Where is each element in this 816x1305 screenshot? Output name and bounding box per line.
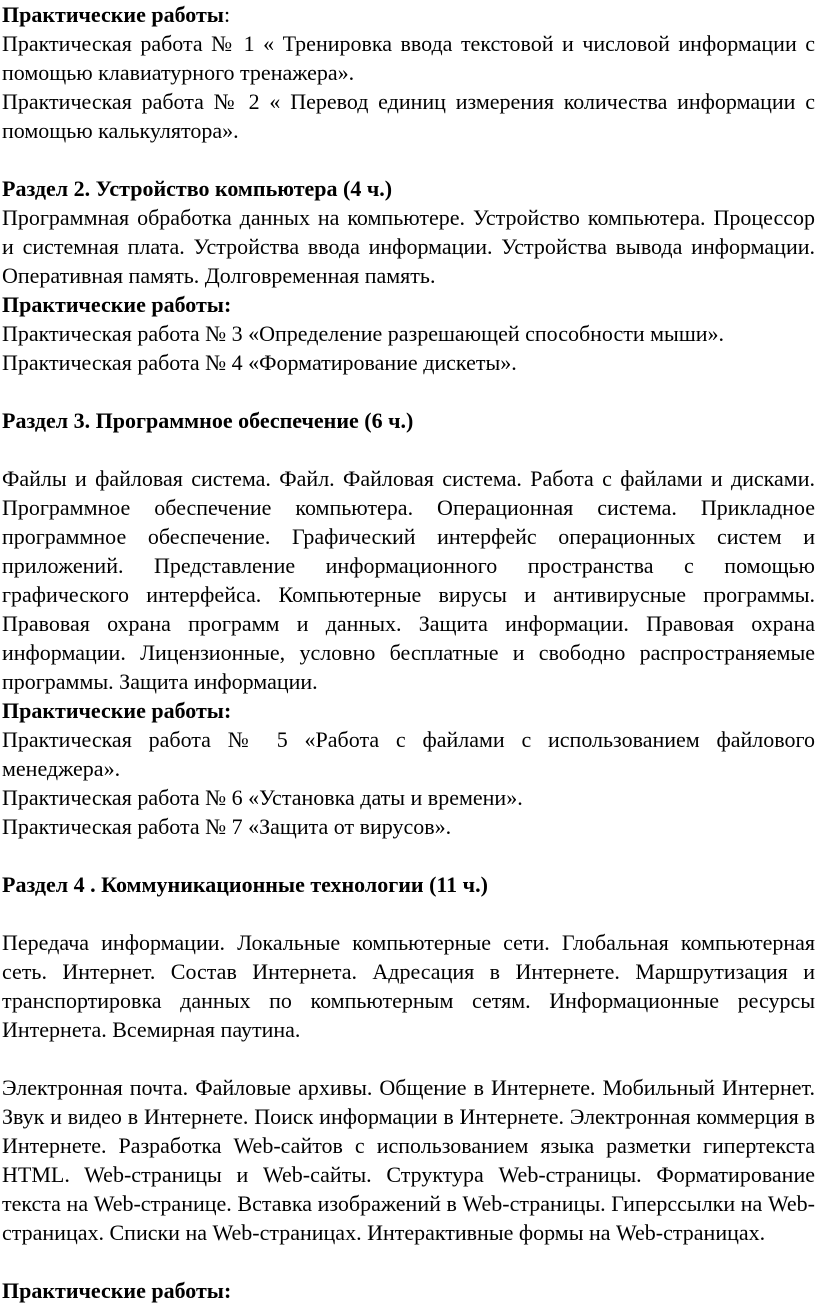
section-2-body: Программная обработка данных на компьютере. Устройство компьютера. Процессор и системная плата. Устройства ввода информации. Устройства вывода информации. Оперативная память. Долговременная память. bbox=[2, 205, 815, 288]
spacer bbox=[2, 841, 815, 870]
practice-heading-1-colon: : bbox=[223, 2, 231, 27]
practice-item-2: Практическая работа № 2 « Перевод единиц измерения количества информации с помощью калькулятора». bbox=[2, 89, 815, 143]
practice-item-4: Практическая работа № 4 «Форматирование дискеты». bbox=[2, 350, 517, 375]
practice-item-7: Практическая работа № 7 «Защита от вирусов». bbox=[2, 814, 452, 839]
section-2-title: Раздел 2. Устройство компьютера (4 ч.) bbox=[2, 176, 393, 201]
practice-heading-4: Практические работы: bbox=[2, 1278, 232, 1303]
section-4-body-2: Электронная почта. Файловые архивы. Общение в Интернете. Мобильный Интернет. Звук и видео в Интернете. Поиск информации в Интернете. Электронная коммерция в Интернете. Разработка Web-сайтов с использованием языка разметки гипертекста HTML. Web-страницы и Web-сайты. Структура Web-страницы. Форматирование текста на Web-странице. Вставка изображений в Web-страницы. Гиперссылки на Web-страницах. Списки на Web-страницах. Интерактивные формы на Web-страницах. bbox=[2, 1075, 815, 1245]
practice-item-6: Практическая работа № 6 «Установка даты и времени». bbox=[2, 785, 523, 810]
spacer bbox=[2, 899, 815, 928]
section-3-title: Раздел 3. Программное обеспечение (6 ч.) bbox=[2, 408, 414, 433]
practice-item-3: Практическая работа № 3 «Определение разрешающей способности мыши». bbox=[2, 321, 725, 346]
section-3-body: Файлы и файловая система. Файл. Файловая система. Работа с файлами и дисками. Программное обеспечение компьютера. Операционная система. Прикладное программное обеспечение. Графический интерфейс операционных систем и приложений. Представление информационного пространства с помощью графического интерфейса. Компьютерные вирусы и антивирусные программы. Правовая охрана программ и данных. Защита информации. Правовая охрана информации. Лицензионные, условно бесплатные и свободно распространяемые программы. Защита информации. bbox=[2, 466, 815, 694]
spacer bbox=[2, 145, 815, 174]
practice-heading-3: Практические работы: bbox=[2, 698, 232, 723]
practice-item-5: Практическая работа № 5 «Работа с файлами с использованием файлового менеджера». bbox=[2, 727, 815, 781]
practice-heading-1 bbox=[2, 0, 815, 29]
practice-item-1: Практическая работа № 1 « Тренировка ввода текстовой и числовой информации с помощью клавиатурного тренажера». bbox=[2, 31, 815, 85]
spacer bbox=[2, 377, 815, 406]
practice-heading-2: Практические работы: bbox=[2, 292, 232, 317]
section-4-body-1: Передача информации. Локальные компьютерные сети. Глобальная компьютерная сеть. Интернет. Состав Интернета. Адресация в Интернете. Маршрутизация и транспортировка данных по компьютерным сетям. Информационные ресурсы Интернета. Всемирная паутина. bbox=[2, 930, 815, 1042]
practice-heading-1-text: Практические работы bbox=[2, 2, 224, 27]
section-4-title: Раздел 4 . Коммуникационные технологии (11 ч.) bbox=[2, 872, 488, 897]
spacer bbox=[2, 1044, 815, 1073]
spacer bbox=[2, 435, 815, 464]
